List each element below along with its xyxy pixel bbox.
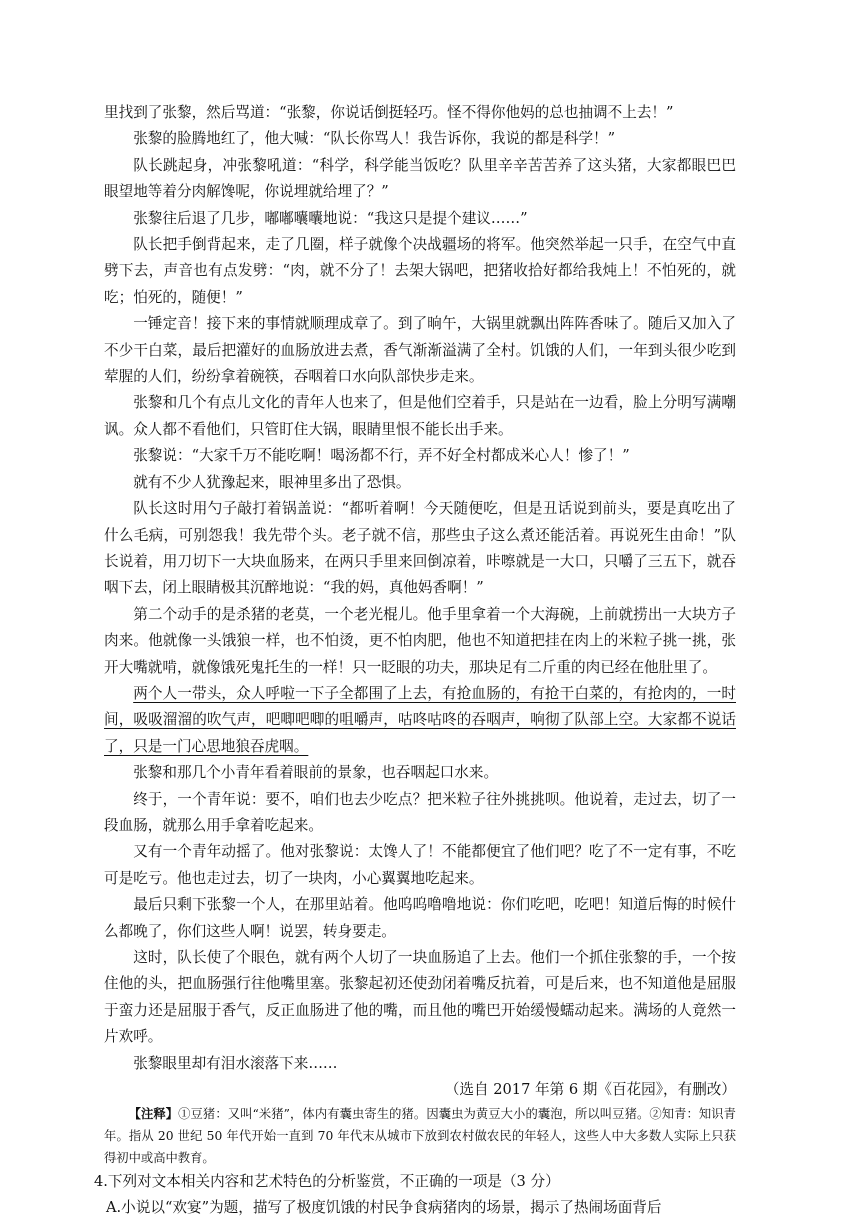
story-paragraph (104, 681, 736, 760)
story-paragraph (104, 945, 736, 1051)
story-paragraph (104, 153, 736, 206)
story-paragraph (104, 1051, 736, 1077)
story-paragraph (104, 470, 736, 496)
story-paragraph (104, 100, 736, 126)
story-paragraph (104, 839, 736, 892)
story-text (94, 100, 736, 1221)
paragraph-text: 队长把手倒背起来，走了几圈，样子就像个决战疆场的将军。他突然举起一只手，在空气中直劈下去，声音也有点发劈：“肉，就不分了！去架大锅吧，把猪收拾好都给我炖上！不怕死的，就吃；怕死的，随便！” (104, 236, 736, 306)
paragraph-text: 一锤定音！接下来的事情就顺理成章了。到了晌午，大锅里就飘出阵阵香味了。随后又加入了不少干白菜，最后把灌好的血肠放进去煮，香气渐渐溢满了全村。饥饿的人们，一年到头很少吃到荤腥的人们，纷纷拿着碗筷，吞咽着口水向队部快步走来。 (104, 315, 736, 386)
story-paragraph (104, 496, 736, 602)
paragraph-text: 这时，队长使了个眼色，就有两个人切了一块血肠追了上去。他们一个抓住张黎的手，一个按住他的头，把血肠强行往他嘴里塞。张黎起初还使劲闭着嘴反抗着，可是后来，也不知道他是屈服于蛮力还是屈服于香气，反正血肠进了他的嘴，而且他的嘴巴开始缓慢蠕动起来。满场的人竟然一片欢呼。 (104, 949, 736, 1046)
story-paragraph (104, 602, 736, 681)
note-label: 【注释】 (128, 1106, 179, 1122)
paragraph-text: 队长这时用勺子敲打着锅盖说：“都听着啊！今天随便吃，但是丑话说到前头，要是真吃出了什么毛病，可别怨我！我先带个头。老子就不信，那些虫子这么煮还能活着。再说死生由命！”队长说着，用刀切下一大块血肠来，在两只手里来回倒凉着，咔嚓就是一大口，只嚼了三五下，就吞咽下去，闭上眼睛极其沉醉地说：“我的妈，真他妈香啊！” (104, 500, 736, 597)
story-paragraph (104, 390, 736, 443)
paragraph-text: 就有不少人犹豫起来，眼神里多出了恐惧。 (133, 473, 411, 491)
paragraph-text: 里找到了张黎，然后骂道：“张黎，你说话倒挺轻巧。怪不得你他妈的总也抽调不上去！” (104, 104, 674, 121)
paragraph-text: 张黎往后退了几步，嘟嘟囔囔地说：“我这只是提个建议……” (133, 209, 528, 227)
underlined-passage: 两个人一带头，众人呼啦一下子全都围了上去，有抢血肠的，有抢干白菜的，有抢肉的，一时间，吸吸溜溜的吹气声，吧唧吧唧的咀嚼声，咕咚咕咚的吞咽声，响彻了队部上空。大家都不说话了，只是一门心思地狼吞虎咽。 (104, 684, 736, 755)
paragraph-text: 张黎眼里却有泪水滚落下来…… (133, 1054, 338, 1072)
paragraph-text: 张黎和那几个小青年看着眼前的景象，也吞咽起口水来。 (133, 764, 499, 782)
paragraph-text: 终于，一个青年说：要不，咱们也去少吃点？把米粒子往外挑挑呗。他说着，走过去，切了一段血肠，就那么用手拿着吃起来。 (104, 790, 736, 834)
story-paragraph (104, 311, 736, 390)
paragraph-text: 队长跳起身，冲张黎吼道：“科学，科学能当饭吃？队里辛辛苦苦养了这头猪，大家都眼巴巴眼望地等着分肉解馋呢，你说埋就给埋了？” (104, 156, 736, 201)
story-paragraph (104, 206, 736, 232)
option-a: A.小说以“欢宴”为题，描写了极度饥饿的村民争食病猪肉的场景，揭示了热闹场面背后 (106, 1199, 662, 1217)
story-paragraph (104, 892, 736, 945)
paragraph-text: 最后只剩下张黎一个人，在那里站着。他呜呜噜噜地说：你们吃吧，吃吧！知道后悔的时候什么都晚了，你们这些人啊！说罢，转身要走。 (104, 896, 736, 940)
source-citation: （选自 2017 年第 6 期《百花园》，有删改） (444, 1081, 736, 1099)
paragraph-text: 第二个动手的是杀猪的老莫，一个老光棍儿。他手里拿着一个大海碗，上前就捞出一大块方子肉来。他就像一头饿狼一样，也不怕烫，更不怕肉肥，他也不知道把挂在肉上的米粒子挑一挑，张开大嘴就啃，就像饿死鬼托生的一样！只一眨眼的功夫，那块足有二斤重的肉已经在他肚里了。 (104, 605, 736, 676)
paragraph-text: 张黎和几个有点儿文化的青年人也来了，但是他们空着手，只是站在一边看，脸上分明写满嘲讽。众人都不看他们，只管盯住大锅，眼睛里恨不能长出手来。 (104, 394, 736, 438)
story-paragraphs (104, 100, 736, 1077)
story-paragraph (104, 787, 736, 840)
annotation-note (104, 1103, 736, 1169)
question-4: 4.下列对文本相关内容和艺术特色的分析鉴赏，不正确的一项是（3 分） (94, 1173, 560, 1191)
paragraph-text: 又有一个青年动摇了。他对张黎说：太馋人了！不能都便宜了他们吧？吃了不一定有事，不吃可是吃亏。他也走过去，切了一块肉，小心翼翼地吃起来。 (104, 843, 736, 887)
note-text: ①豆猪：又叫“米猪”，体内有囊虫寄生的猪。因囊虫为黄豆大小的囊泡，所以叫豆猪。②知青：知识青年。指从 20 世纪 50 年代开始一直到 70 年代末从城市下放到农村做农民的年轻人，这些人中大多数人实际上只获得初中或高中教育。 (104, 1107, 736, 1166)
story-paragraph (104, 232, 736, 311)
story-paragraph (104, 126, 736, 152)
paragraph-text: 张黎说：“大家千万不能吃啊！喝汤都不行，弄不好全村都成米心人！惨了！” (133, 447, 630, 465)
paragraph-text: 张黎的脸腾地红了，他大喊：“队长你骂人！我告诉你，我说的都是科学！” (133, 130, 616, 148)
story-paragraph (104, 443, 736, 469)
story-paragraph (104, 760, 736, 786)
